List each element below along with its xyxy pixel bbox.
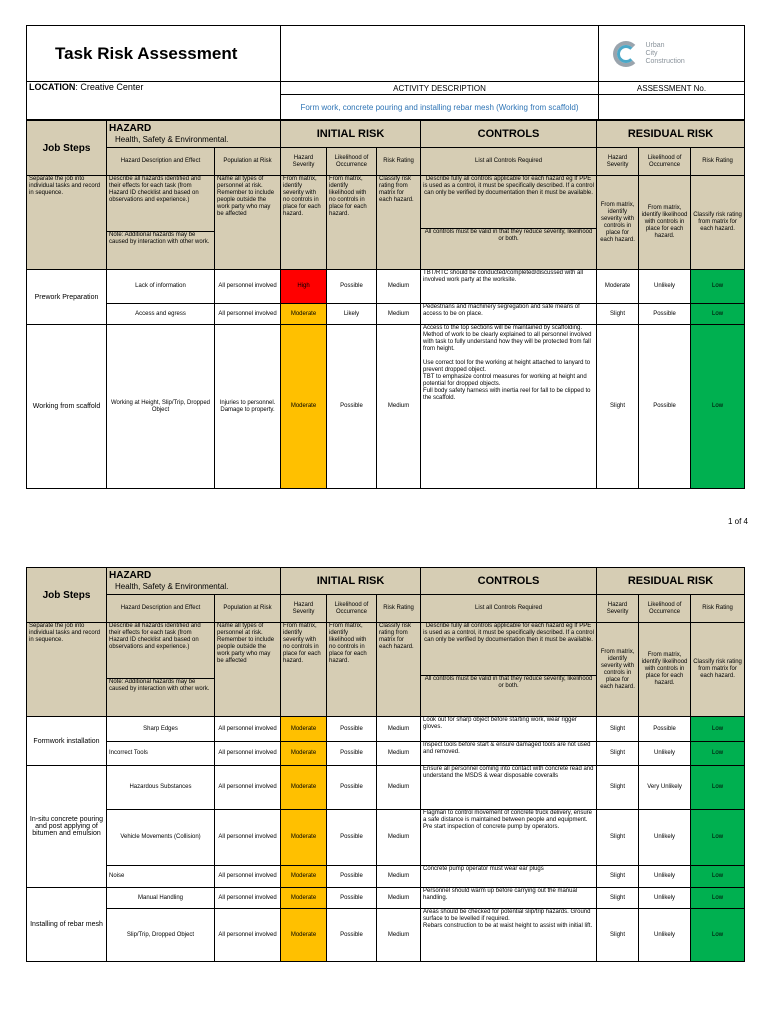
rating-header: Risk Rating bbox=[377, 595, 421, 623]
job-step-cell: In-situ concrete pouring and post applying of bitumen and emulsion bbox=[27, 766, 107, 888]
table-row bbox=[27, 810, 745, 866]
r-likelihood-cell: Unlikely bbox=[639, 888, 691, 909]
likelihood-cell: Possible bbox=[327, 325, 377, 489]
guidance-controls: Describe fully all controls applicable for each hazard eg If PPE is used as a control, it must be specifically described. If a control can only be verified by documentation then it must be available. All controls must be valid in that they reduce severity, likelihood or both. bbox=[421, 176, 597, 270]
r-severity-cell: Slight bbox=[597, 742, 639, 766]
likelihood-cell: Possible bbox=[327, 888, 377, 909]
severity-cell: Moderate bbox=[281, 888, 327, 909]
population-cell: All personnel involved bbox=[215, 888, 281, 909]
likelihood-cell: Possible bbox=[327, 866, 377, 888]
severity-cell: Moderate bbox=[281, 866, 327, 888]
hazard-cell: Slip/Trip, Dropped Object bbox=[107, 909, 215, 962]
r-rating-cell: Low bbox=[691, 717, 745, 742]
r-rating-cell: Low bbox=[691, 909, 745, 962]
list-controls-header: List all Controls Required bbox=[421, 148, 597, 176]
job-step-cell: Working from scaffold bbox=[27, 325, 107, 489]
severity-header: Hazard Severity bbox=[281, 148, 327, 176]
guidance-r-rating: Classify risk rating from matrix for each hazard. bbox=[691, 176, 745, 270]
list-controls-header: List all Controls Required bbox=[421, 595, 597, 623]
initial-risk-header: INITIAL RISK bbox=[281, 121, 421, 148]
r-likelihood-cell: Unlikely bbox=[639, 810, 691, 866]
table-row bbox=[27, 717, 745, 742]
hazard-cell: Hazardous Substances bbox=[107, 766, 215, 810]
table-row bbox=[27, 766, 745, 810]
assessment-label: ASSESSMENT No. bbox=[599, 82, 745, 95]
rating-cell: Medium bbox=[377, 810, 421, 866]
r-rating-cell: Low bbox=[691, 325, 745, 489]
r-likelihood-cell: Possible bbox=[639, 304, 691, 325]
guidance-r-likelihood: From matrix, identify likelihood with controls in place for each hazard. bbox=[639, 176, 691, 270]
location-value: : Creative Center bbox=[75, 82, 144, 92]
population-cell: All personnel involved bbox=[215, 766, 281, 810]
controls-header: CONTROLS bbox=[421, 568, 597, 595]
job-step-cell: Formwork installation bbox=[27, 717, 107, 766]
r-rating-header: Risk Rating bbox=[691, 148, 745, 176]
job-step-cell: Prework Preparation bbox=[27, 270, 107, 325]
r-likelihood-cell: Possible bbox=[639, 717, 691, 742]
guidance-rating: Classify risk rating from matrix for each hazard. bbox=[377, 176, 421, 270]
r-likelihood-header: Likelihood of Occurrence bbox=[639, 595, 691, 623]
population-cell: All personnel involved bbox=[215, 270, 281, 304]
controls-cell: Access to the top sections will be maintained by scaffolding. Method of work to be clearly explained to all personnel involved with task to fully understand how they will be protected from fall from height. Use correct tool for the working at height attached to lanyard to prevent dropped object. TBT to emphasize control measures for working at height and potential for dropped objects. Full body safety harness with inertia reel for fall to be clipped to the scaffold. bbox=[421, 325, 597, 489]
controls-header: CONTROLS bbox=[421, 121, 597, 148]
population-header: Population at Risk bbox=[215, 148, 281, 176]
guidance-hazard: Describe all hazards identified and their effects for each task (from Hazard ID checklist and based on observations and experience.) Note: Additional hazards may be caused by interaction with other work. bbox=[107, 623, 215, 717]
severity-cell: Moderate bbox=[281, 304, 327, 325]
risk-table-page-1 bbox=[26, 120, 745, 489]
assessment-header-table bbox=[26, 25, 745, 120]
hazard-header: HAZARD Health, Safety & Environmental. bbox=[107, 121, 281, 148]
r-severity-cell: Moderate bbox=[597, 270, 639, 304]
r-severity-header: Hazard Severity bbox=[597, 595, 639, 623]
severity-cell: Moderate bbox=[281, 909, 327, 962]
table-row bbox=[27, 304, 745, 325]
guidance-job: Separate the job into individual tasks and record in sequence. bbox=[27, 623, 107, 717]
guidance-r-rating: Classify risk rating from matrix for each hazard. bbox=[691, 623, 745, 717]
location-label: LOCATION bbox=[29, 82, 76, 92]
controls-cell: Look out for sharp object before starting work, wear rigger gloves. bbox=[421, 717, 597, 742]
r-likelihood-cell: Very Unlikely bbox=[639, 766, 691, 810]
rating-cell: Medium bbox=[377, 866, 421, 888]
page-1 bbox=[26, 25, 744, 489]
severity-cell: Moderate bbox=[281, 717, 327, 742]
table-row bbox=[27, 888, 745, 909]
table-row bbox=[27, 866, 745, 888]
rating-cell: Medium bbox=[377, 717, 421, 742]
r-rating-cell: Low bbox=[691, 766, 745, 810]
hazard-cell: Access and egress bbox=[107, 304, 215, 325]
risk-table-page-2 bbox=[26, 567, 745, 962]
controls-cell: Concrete pump operator must wear ear plugs bbox=[421, 866, 597, 888]
r-likelihood-cell: Possible bbox=[639, 325, 691, 489]
r-likelihood-cell: Unlikely bbox=[639, 742, 691, 766]
severity-header: Hazard Severity bbox=[281, 595, 327, 623]
page-2 bbox=[26, 567, 744, 962]
title-blank-cell bbox=[281, 26, 599, 82]
hazard-cell: Working at Height, Slip/Trip, Dropped Object bbox=[107, 325, 215, 489]
controls-cell: Flagman to control movement of concrete truck delivery, ensure a safe distance is maintained between people and equipment. Pre start inspection of concrete pump by operators. bbox=[421, 810, 597, 866]
population-cell: All personnel involved bbox=[215, 304, 281, 325]
severity-cell: Moderate bbox=[281, 766, 327, 810]
guidance-population: Name all types of personnel at risk. Remember to include people outside the work party who may be affected bbox=[215, 623, 281, 717]
controls-cell: Personnel should warm up before carrying out the manual handling. bbox=[421, 888, 597, 909]
r-rating-cell: Low bbox=[691, 866, 745, 888]
assessment-value bbox=[599, 95, 745, 120]
guidance-population: Name all types of personnel at risk. Remember to include people outside the work party who may be affected bbox=[215, 176, 281, 270]
location-cell bbox=[27, 82, 281, 120]
rating-cell: Medium bbox=[377, 325, 421, 489]
residual-risk-header: RESIDUAL RISK bbox=[597, 568, 745, 595]
rating-cell: Medium bbox=[377, 766, 421, 810]
activity-value: Form work, concrete pouring and installing rebar mesh (Working from scaffold) bbox=[281, 95, 599, 120]
guidance-hazard: Describe all hazards identified and their effects for each task (from Hazard ID checklist and based on observations and experience.) Note: Additional hazards may be caused by interaction with other work. bbox=[107, 176, 215, 270]
job-steps-header: Job Steps bbox=[27, 568, 107, 623]
r-severity-cell: Slight bbox=[597, 717, 639, 742]
guidance-r-severity: From matrix, identify severity with controls in place for each hazard. bbox=[597, 176, 639, 270]
severity-cell: Moderate bbox=[281, 742, 327, 766]
rating-header: Risk Rating bbox=[377, 148, 421, 176]
hazard-cell: Manual Handling bbox=[107, 888, 215, 909]
hazard-cell: Vehicle Movements (Collision) bbox=[107, 810, 215, 866]
guidance-severity: From matrix, identify severity with no controls in place for each hazard. bbox=[281, 623, 327, 717]
rating-cell: Medium bbox=[377, 742, 421, 766]
r-rating-header: Risk Rating bbox=[691, 595, 745, 623]
r-likelihood-cell: Unlikely bbox=[639, 909, 691, 962]
hazard-cell: Incorrect Tools bbox=[107, 742, 215, 766]
guidance-r-severity: From matrix, identify severity with controls in place for each hazard. bbox=[597, 623, 639, 717]
rating-cell: Medium bbox=[377, 888, 421, 909]
r-rating-cell: Low bbox=[691, 304, 745, 325]
guidance-controls: Describe fully all controls applicable for each hazard eg If PPE is used as a control, it must be specifically described. If a control can only be verified by documentation then it must be available. All controls must be valid in that they reduce severity, likelihood or both. bbox=[421, 623, 597, 717]
table-row bbox=[27, 742, 745, 766]
r-rating-cell: Low bbox=[691, 742, 745, 766]
severity-cell: Moderate bbox=[281, 325, 327, 489]
table-row bbox=[27, 909, 745, 962]
rating-cell: Medium bbox=[377, 909, 421, 962]
population-header: Population at Risk bbox=[215, 595, 281, 623]
r-severity-cell: Slight bbox=[597, 766, 639, 810]
hazard-desc-header: Hazard Description and Effect bbox=[107, 148, 215, 176]
guidance-job: Separate the job into individual tasks and record in sequence. bbox=[27, 176, 107, 270]
likelihood-cell: Possible bbox=[327, 909, 377, 962]
controls-cell: Pedestrians and machinery segregation and safe means of access to be on place. bbox=[421, 304, 597, 325]
job-steps-header: Job Steps bbox=[27, 121, 107, 176]
population-cell: Injuries to personnel. Damage to property. bbox=[215, 325, 281, 489]
population-cell: All personnel involved bbox=[215, 742, 281, 766]
severity-cell: Moderate bbox=[281, 810, 327, 866]
likelihood-header: Likelihood of Occurrence bbox=[327, 148, 377, 176]
hazard-cell: Sharp Edges bbox=[107, 717, 215, 742]
hazard-header: HAZARD Health, Safety & Environmental. bbox=[107, 568, 281, 595]
table-row bbox=[27, 325, 745, 489]
r-severity-cell: Slight bbox=[597, 866, 639, 888]
likelihood-cell: Possible bbox=[327, 742, 377, 766]
r-likelihood-cell: Unlikely bbox=[639, 866, 691, 888]
severity-cell: High bbox=[281, 270, 327, 304]
guidance-likelihood: From matrix, identify likelihood with no controls in place for each hazard. bbox=[327, 623, 377, 717]
population-cell: All personnel involved bbox=[215, 866, 281, 888]
hazard-cell: Lack of information bbox=[107, 270, 215, 304]
rating-cell: Medium bbox=[377, 270, 421, 304]
likelihood-cell: Possible bbox=[327, 810, 377, 866]
hazard-cell: Noise bbox=[107, 866, 215, 888]
r-severity-cell: Slight bbox=[597, 304, 639, 325]
population-cell: All personnel involved bbox=[215, 717, 281, 742]
r-severity-cell: Slight bbox=[597, 888, 639, 909]
r-rating-cell: Low bbox=[691, 888, 745, 909]
r-severity-cell: Slight bbox=[597, 909, 639, 962]
controls-cell: Ensure all personnel coming into contact with concrete read and understand the MSDS & wear disposable coveralls bbox=[421, 766, 597, 810]
r-severity-header: Hazard Severity bbox=[597, 148, 639, 176]
hazard-desc-header: Hazard Description and Effect bbox=[107, 595, 215, 623]
likelihood-cell: Possible bbox=[327, 717, 377, 742]
r-rating-cell: Low bbox=[691, 270, 745, 304]
guidance-r-likelihood: From matrix, identify likelihood with controls in place for each hazard. bbox=[639, 623, 691, 717]
likelihood-header: Likelihood of Occurrence bbox=[327, 595, 377, 623]
r-rating-cell: Low bbox=[691, 810, 745, 866]
controls-cell: TBT/RTC should be conducted/completed/discussed with all involved work party at the worksite. bbox=[421, 270, 597, 304]
r-severity-cell: Slight bbox=[597, 810, 639, 866]
guidance-severity: From matrix, identify severity with no controls in place for each hazard. bbox=[281, 176, 327, 270]
likelihood-cell: Likely bbox=[327, 304, 377, 325]
likelihood-cell: Possible bbox=[327, 270, 377, 304]
population-cell: All personnel involved bbox=[215, 810, 281, 866]
r-likelihood-header: Likelihood of Occurrence bbox=[639, 148, 691, 176]
logo-text: Urban City Construction bbox=[645, 41, 685, 65]
company-logo bbox=[599, 26, 745, 82]
r-severity-cell: Slight bbox=[597, 325, 639, 489]
page-number: 1 of 4 bbox=[727, 517, 748, 526]
likelihood-cell: Possible bbox=[327, 766, 377, 810]
population-cell: All personnel involved bbox=[215, 909, 281, 962]
table-row bbox=[27, 270, 745, 304]
r-likelihood-cell: Unlikely bbox=[639, 270, 691, 304]
logo-ring-inner-icon bbox=[617, 45, 635, 63]
initial-risk-header: INITIAL RISK bbox=[281, 568, 421, 595]
rating-cell: Medium bbox=[377, 304, 421, 325]
controls-cell: Inspect tools before start & ensure damaged tools are not used and removed. bbox=[421, 742, 597, 766]
job-step-cell: Installing of rebar mesh bbox=[27, 888, 107, 962]
controls-cell: Areas should be checked for potential slip/trip hazards. Ground surface to be levelled if required. Rebars construction to be at waist height to assist with initial lift. bbox=[421, 909, 597, 962]
residual-risk-header: RESIDUAL RISK bbox=[597, 121, 745, 148]
guidance-likelihood: From matrix, identify likelihood with no controls in place for each hazard. bbox=[327, 176, 377, 270]
guidance-rating: Classify risk rating from matrix for each hazard. bbox=[377, 623, 421, 717]
activity-label: ACTIVITY DESCRIPTION bbox=[281, 82, 599, 95]
document-title: Task Risk Assessment bbox=[27, 26, 281, 82]
